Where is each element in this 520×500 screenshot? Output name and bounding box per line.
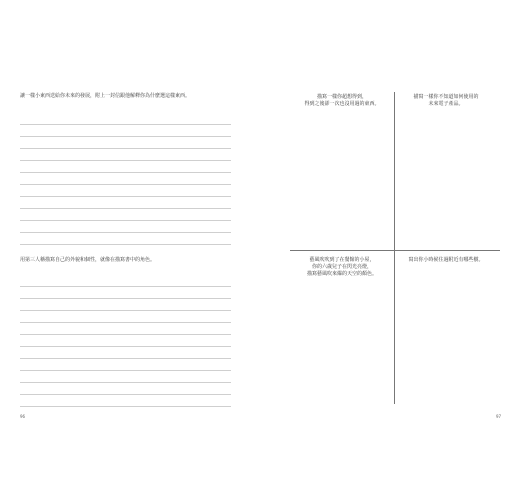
grid-cell-prompt-4 [394, 257, 498, 264]
writing-line [20, 406, 231, 407]
prompt-line: 描寫藝風吹來爆的天空的顏色。 [306, 271, 377, 277]
prompt-line: 未來電子產品。 [428, 101, 464, 107]
prompt-line: 得到之後卻一次也沒用過的東西。 [304, 101, 380, 107]
writing-line [20, 196, 231, 197]
writing-line [20, 208, 231, 209]
grid-cell-prompt-2 [394, 94, 498, 108]
writing-line [20, 334, 231, 335]
grid-horizontal-divider [290, 250, 500, 251]
writing-line [20, 172, 231, 173]
writing-line [20, 244, 231, 245]
writing-prompt-1: 讓一樣小東西送給你未來的發展，附上一封信跟他解釋你為什麼選這樣東西。 [20, 93, 191, 99]
prompt-line: 你的六歲兒子在閃光亮燈， [311, 264, 372, 270]
prompt-line: 藝風吹吹到了在餐館的小屋， [309, 257, 375, 263]
writing-prompt-2: 用第三人稱描寫自己的外貌和個性，就像在描寫書中的角色。 [20, 257, 156, 263]
writing-line [20, 232, 231, 233]
writing-line [20, 124, 231, 125]
writing-line [20, 382, 231, 383]
writing-line [20, 220, 231, 221]
writing-line [20, 394, 231, 395]
writing-line [20, 346, 231, 347]
writing-line [20, 160, 231, 161]
writing-line [20, 322, 231, 323]
writing-line [20, 136, 231, 137]
writing-line [20, 184, 231, 185]
grid-cell-prompt-1 [290, 94, 394, 108]
prompt-line: 描寫一樣你超想得到， [316, 94, 367, 100]
writing-line [20, 358, 231, 359]
prompt-line: 寫出你小時候住過附近有哪些樹。 [408, 257, 484, 263]
page-number-right: 97 [496, 414, 502, 419]
writing-line [20, 286, 231, 287]
writing-line [20, 310, 231, 311]
writing-line [20, 298, 231, 299]
page-number-left: 96 [20, 414, 26, 419]
right-page [260, 0, 520, 500]
prompt-line: 描寫一樣你不知道如何使用的 [413, 94, 479, 100]
writing-line [20, 370, 231, 371]
grid-vertical-divider [394, 92, 395, 404]
writing-line [20, 148, 231, 149]
grid-cell-prompt-3 [290, 257, 394, 278]
